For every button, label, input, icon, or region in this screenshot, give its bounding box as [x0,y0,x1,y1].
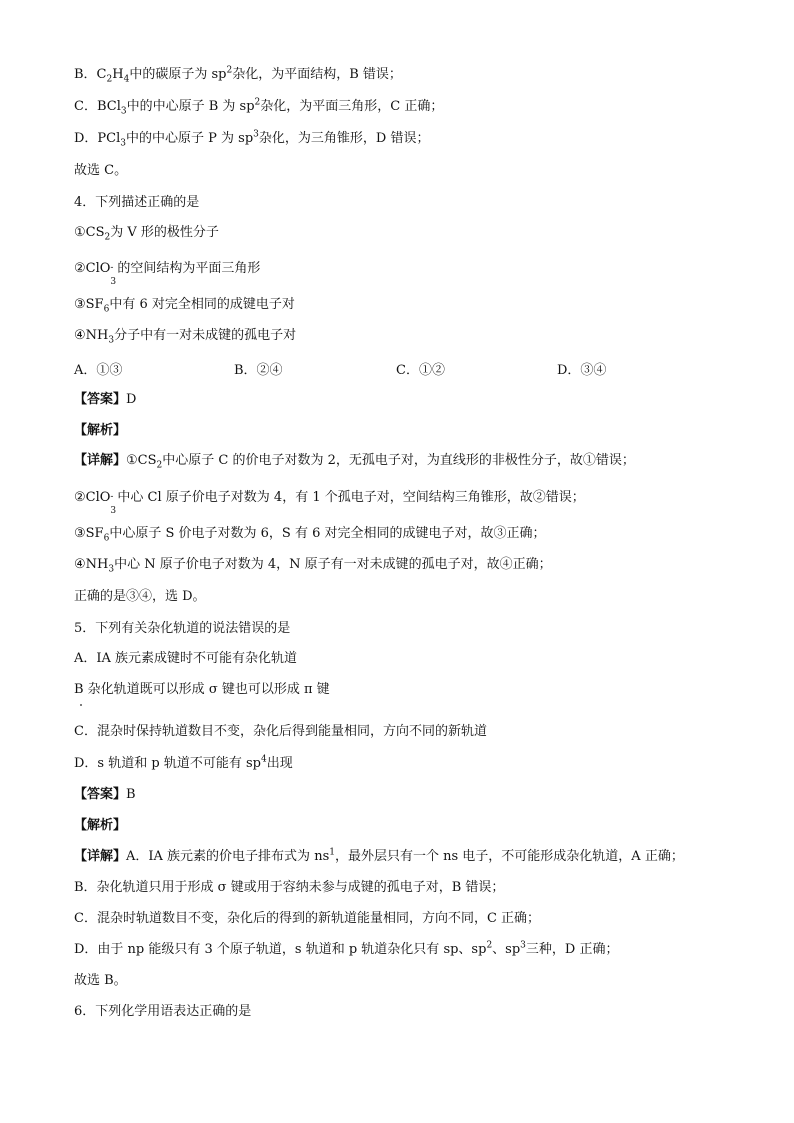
q4-statement-3: $③SF_6$中有 6 对完全相同的成键电子对 [74,297,295,315]
q4-option-c: C．①② [396,363,445,378]
q5-detail-1: 【详解】A．IA 族元素的价电子排布式为 $ns^1$，最外层只有一个 ns 电子，不可能形成杂化轨道，A 正确； [74,847,684,864]
q4-answer: 【答案】D [74,392,137,407]
q5-detail-3: C．混杂时轨道数目不变，杂化后的得到的新轨道能量相同，方向不同，C 正确； [74,911,541,926]
question-4-title: 4．下列描述正确的是 [74,195,200,210]
q5-analysis-label: 【解析】 [74,818,127,833]
q5-option-b: B 杂化轨道既可以形成 σ 键也可以形成 π 键 [74,682,330,697]
question-6-title: 6．下列化学用语表达正确的是 [74,1004,252,1019]
q4-detail-2: ②ClO - 3 中心 Cl 原子价电子对数为 4，有 1 个孤电子对，空间结构三角锥形，故②错误； [74,490,585,516]
q4-option-d: D．③④ [557,363,607,378]
line-choose-c: 故选 C。 [74,163,128,178]
q4-option-b: B．②④ [234,363,283,378]
q4-statement-1: $①CS_2$为 V 形的极性分子 [74,225,219,243]
q5-answer: 【答案】B [74,787,136,802]
question-5-title: 5．下列有关杂化轨道的说法错误的是 [74,621,291,636]
line-bcl3: C．BCl$_3$中的中心原子 B 为 $sp^2$杂化，为平面三角形，C 正确； [74,97,444,117]
q5-option-c: C．混杂时保持轨道数目不变，杂化后得到能量相同，方向不同的新轨道 [74,724,487,739]
q4-statement-2: ②ClO - 3 的空间结构为平面三角形 [74,261,261,287]
q5-detail-5: 故选 B。 [74,973,127,988]
q4-detail-4: $④NH_3$中心 N 原子价电子对数为 4，N 原子有一对未成键的孤电子对，故④正确； [74,557,552,575]
q4-detail-1: 【详解】$①CS_2$中心原子 C 的价电子对数为 2，无孤电子对，为直线形的非极性分子，故①错误； [74,453,635,471]
q4-option-a: A．①③ [74,363,123,378]
q4-detail-5: 正确的是③④，选 D。 [74,589,206,604]
stray-dot [80,704,82,706]
q4-analysis-label: 【解析】 [74,423,127,438]
q4-statement-4: $④NH_3$分子中有一对未成键的孤电子对 [74,328,297,346]
q4-detail-3: $③SF_6$中心原子 S 价电子对数为 6，S 有 6 对完全相同的成键电子对，故③正确； [74,526,546,544]
line-pcl3: D．PCl$_3$中的中心原子 P 为 $sp^3$杂化，为三角锥形，D 错误； [74,129,430,149]
q5-detail-2: B．杂化轨道只用于形成 σ 键或用于容纳未参与成键的孤电子对，B 错误； [74,880,505,895]
q5-option-d: D．s 轨道和 p 轨道不可能有 $sp^4$出现 [74,754,293,771]
line-c2h4: B．$C_2H_4$中的碳原子为 $sp^2$杂化，为平面结构，B 错误； [74,65,402,85]
q4-options [0,359,794,379]
q5-option-a: A．IA 族元素成键时不可能有杂化轨道 [74,651,298,666]
q5-detail-4: D．由于 np 能级只有 3 个原子轨道，s 轨道和 p 轨道杂化只有 sp、$sp^2$、$sp^3$三种，D 正确； [74,940,619,957]
